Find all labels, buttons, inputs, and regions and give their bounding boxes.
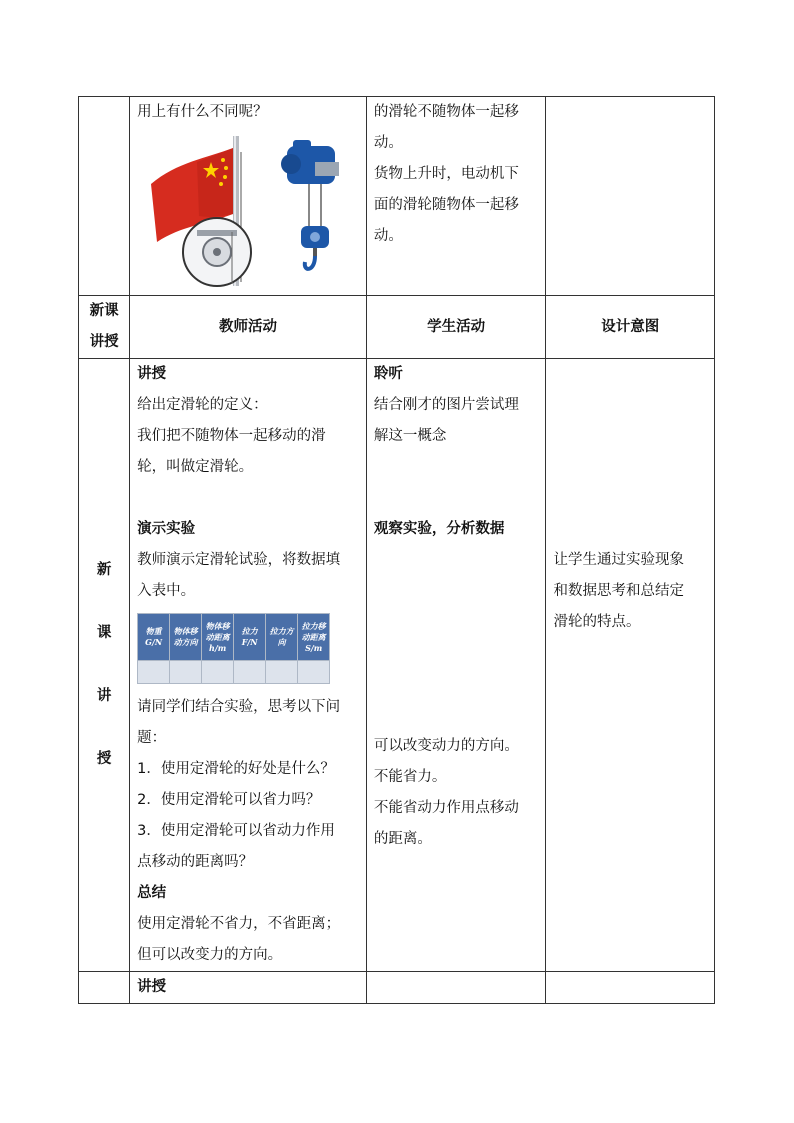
main-row [79,359,715,972]
student-line-1a: 结合刚才的图片尝试理 [373,397,519,413]
hoist-hook [305,256,315,269]
header-student: 学生活动 [366,296,546,359]
bottom-teacher-cell [130,972,367,1004]
teacher-heading-lecture: 讲授 [137,366,167,382]
top-student-cell [366,97,546,296]
flag-and-hoist-image [137,132,359,292]
teacher-line-2a: 我们把不随物体一起移动的滑 [137,428,326,444]
teacher-question-3b: 点移动的距离吗？ [137,854,254,870]
teacher-question-2: 2．使用定滑轮可以省力吗？ [137,792,321,808]
student-line-5: 动。 [373,228,403,244]
intent-line-2: 和数据思考和总结定 [553,583,684,599]
side-char-3: 讲 [96,688,112,704]
top-side-cell [79,97,130,296]
header-teacher: 教师活动 [130,296,367,359]
teacher-question-text: 用上有什么不同呢？ [137,104,268,120]
main-side-cell [79,359,130,972]
teacher-question-1: 1．使用定滑轮的好处是什么？ [137,761,335,777]
side-char-1: 新 [96,562,112,578]
header-row [79,296,715,359]
main-teacher-cell [130,359,367,972]
header-side-cell [79,296,130,359]
bottom-student-cell [366,972,546,1004]
pulley-illustration [137,132,359,292]
data-cell [138,661,170,684]
bottom-intent-cell [546,972,715,1004]
bottom-teacher-heading: 讲授 [137,979,167,995]
data-header-pull-force: 拉力F/N [234,614,266,661]
teacher-summary-b: 但可以改变力的方向。 [137,947,283,963]
teacher-summary-a: 使用定滑轮不省力，不省距离； [137,916,341,932]
intent-line-1: 让学生通过实验现象 [553,552,684,568]
student-answer-3a: 不能省动力作用点移动 [373,800,519,816]
top-row [79,97,715,296]
teacher-line-3a: 教师演示定滑轮试验，将数据填 [137,552,341,568]
data-header-pull-distance: 拉力移动距离S/m [298,614,330,661]
data-table-header-row [138,614,330,661]
side-char-2: 课 [96,625,112,641]
top-intent-cell [546,97,715,296]
student-line-2: 动。 [373,135,403,151]
data-cell [234,661,266,684]
student-line-1: 的滑轮不随物体一起移 [373,104,519,120]
intent-line-3: 滑轮的特点。 [553,614,641,630]
header-side-line-1: 新课 [89,303,119,319]
student-answer-1: 可以改变动力的方向。 [373,738,519,754]
data-cell [170,661,202,684]
bottom-side-cell [79,972,130,1004]
data-header-pull-direction: 拉力方向 [266,614,298,661]
teacher-question-3a: 3．使用定滑轮可以省动力作用 [137,823,335,839]
student-heading-observe: 观察实验，分析数据 [373,521,505,537]
student-answer-2: 不能省力。 [373,769,447,785]
data-cell [202,661,234,684]
student-heading-listen: 聆听 [373,366,403,382]
student-answer-3b: 的距离。 [373,831,432,847]
teacher-heading-demo: 演示实验 [137,521,196,537]
side-char-4: 授 [96,751,112,767]
main-intent-cell [546,359,715,972]
header-side-line-2: 讲授 [89,334,119,350]
teacher-line-2b: 轮，叫做定滑轮。 [137,459,254,475]
experiment-data-table [137,613,330,684]
lesson-plan-table [78,96,715,1004]
bottom-row [79,972,715,1004]
data-header-object-direction: 物体移动方向 [170,614,202,661]
header-intent: 设计意图 [546,296,715,359]
top-teacher-cell [130,97,367,296]
teacher-line-4a: 请同学们结合实验，思考以下问 [137,699,341,715]
student-line-3: 货物上升时，电动机下 [373,166,519,182]
data-cell [266,661,298,684]
data-table-empty-row [138,661,330,684]
teacher-line-1: 给出定滑轮的定义： [137,397,268,413]
main-student-cell [366,359,546,972]
data-header-weight: 物重G/N [138,614,170,661]
data-header-object-distance: 物体移动距离h/m [202,614,234,661]
teacher-line-3b: 入表中。 [137,583,196,599]
teacher-line-4b: 题： [137,730,167,746]
data-cell [298,661,330,684]
student-line-4: 面的滑轮随物体一起移 [373,197,519,213]
student-line-1b: 解这一概念 [373,428,447,444]
teacher-heading-summary: 总结 [137,885,167,901]
